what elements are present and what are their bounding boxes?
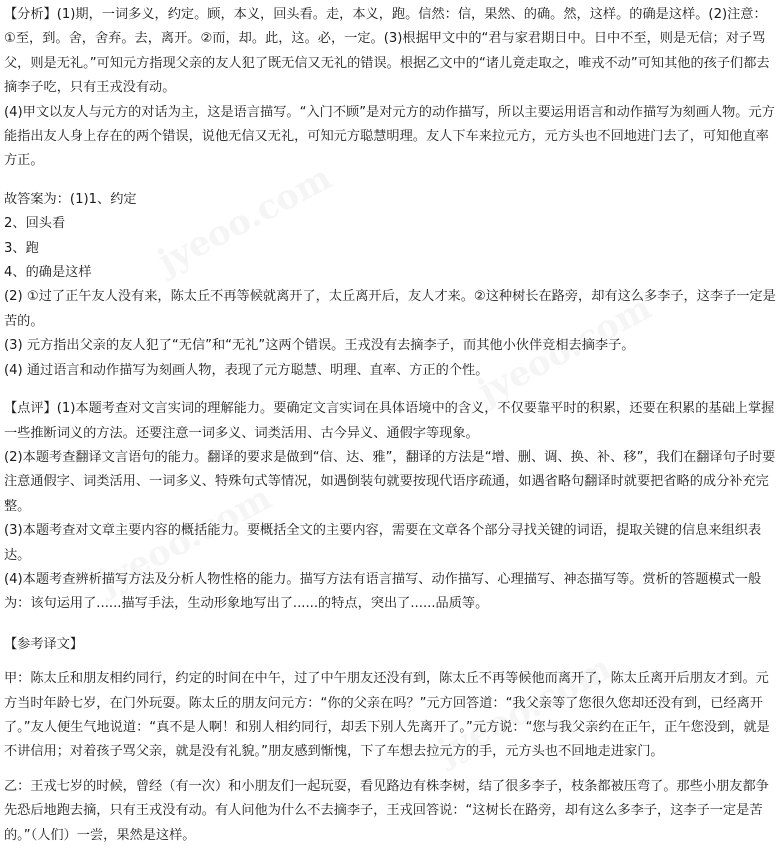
answer-item-2: 2、回头看 <box>4 216 66 232</box>
answer-paragraph-2: (2) ①过了正午友人没有来，陈太丘不再等候就离开了，太丘离开后，友人才来。②这种树长在路旁，却有这么多李子，这李子一定是苦的。 <box>4 289 776 329</box>
answer-item-3: 3、跑 <box>4 240 39 256</box>
comment-paragraph-3: (3)本题考查对文章主要内容的概括能力。要概括全文的主要内容，需要在文章各个部分寻找关键的词语，提取关键的信息来组织表达。 <box>4 523 762 563</box>
watermark: jyeoo.com <box>431 647 618 773</box>
answer-lead: 故答案为：(1)1、约定 <box>4 191 137 207</box>
analysis-paragraph-1: 【分析】(1)期，一词多义，约定。顾，本义，回头看。走，本义，跑。信然：信，果然、的确。然，这样。的确是这样。(2)注意：①至，到。舍，舍弃。去，离开。②而，却。此，这。必，一定。(3)根据甲文中的“君与家君期日中。日中不至，则是无信；对子骂父，则是无礼。”可知元方指现父亲的友人犯了既无信又无礼的错误。根据乙文中的“诸儿竟走取之，唯戎不动”可知其他的孩子们都去摘李子吃，只有王戎没有动。 <box>4 7 770 96</box>
watermark: jyeoo.com <box>91 477 278 603</box>
comment-paragraph-2: (2)本题考查翻译文言语句的能力。翻译的要求是做到“信、达、雅”，翻译的方法是“增、删、调、换、补、移”，我们在翻译句子时要注意通假字、词类活用、一词多义、特殊句式等情况，如遇倒装句就要按现代语序疏通，如遇省略句翻译时就要把省略的成分补充完整。 <box>4 449 776 514</box>
answer-document <box>4 3 776 848</box>
answer-item-4: 4、的确是这样 <box>4 265 92 281</box>
watermark: jyeoo.com <box>471 287 658 413</box>
answer-paragraph-4: (4) 通过语言和动作描写为刻画人物，表现了元方聪慧、明理、直率、方正的个性。 <box>4 362 489 378</box>
translation-paragraph-jia: 甲：陈太丘和朋友相约同行，约定的时间在中午，过了中午朋友还没有到，陈太丘不再等候他而离开了，陈太丘离开后朋友才到。元方当时年龄七岁，在门外玩耍。陈太丘的朋友问元方：“你的父亲在吗？”元方回答道：“我父亲等了您很久您却还没有到，已经离开了。”友人便生气地说道：“真不是人啊！和别人相约同行，却丢下别人先离开了。”元方说：“您与我父亲约在正午，正午您没到，就是不讲信用；对着孩子骂父亲，就是没有礼貌。”朋友感到惭愧，下了车想去拉元方的手，元方头也不回地走进家门。 <box>4 671 770 760</box>
comment-paragraph-4: (4)本题考查辨析描写方法及分析人物性格的能力。描写方法有语言描写、动作描写、心理描写、神态描写等。赏析的答题模式一般为：该句运用了......描写手法，生动形象地写出了......的特点，突出了......品质等。 <box>4 571 762 612</box>
analysis-paragraph-2: (4)甲文以友人与元方的对话为主，这是语言描写。“入门不顾”是对元方的动作描写，所以主要运用语言和动作描写为刻画人物。元方能指出友人身上存在的两个错误，说他无信又无礼，可知元方聪慧明理。友人下车来拉元方，元方头也不回地进门去了，可知他直率方正。 <box>4 104 775 169</box>
comment-paragraph-1: 【点评】(1)本题考查对文言实词的理解能力。要确定文言实词在具体语境中的含义，不仅要靠平时的积累，还要在积累的基础上掌握一些推断词义的方法。还要注意一词多义、词类活用、古今异义、通假字等现象。 <box>4 401 775 441</box>
answer-paragraph-3: (3) 元方指出父亲的友人犯了“无信”和“无礼”这两个错误。王戎没有去摘李子，而其他小伙伴竞相去摘李子。 <box>4 338 635 354</box>
translation-heading: 【参考译文】 <box>4 636 84 652</box>
watermark: jyeoo.com <box>151 157 338 283</box>
translation-paragraph-yi: 乙：王戎七岁的时候，曾经（有一次）和小朋友们一起玩耍，看见路边有株李树，结了很多李子，枝条都被压弯了。那些小朋友都争先恐后地跑去摘，只有王戎没有动。有人问他为什么不去摘李子，王戎回答说：“这树长在路旁，却有这么多李子，这李子一定是苦的。”（人们）一尝，果然是这样。 <box>4 778 769 843</box>
